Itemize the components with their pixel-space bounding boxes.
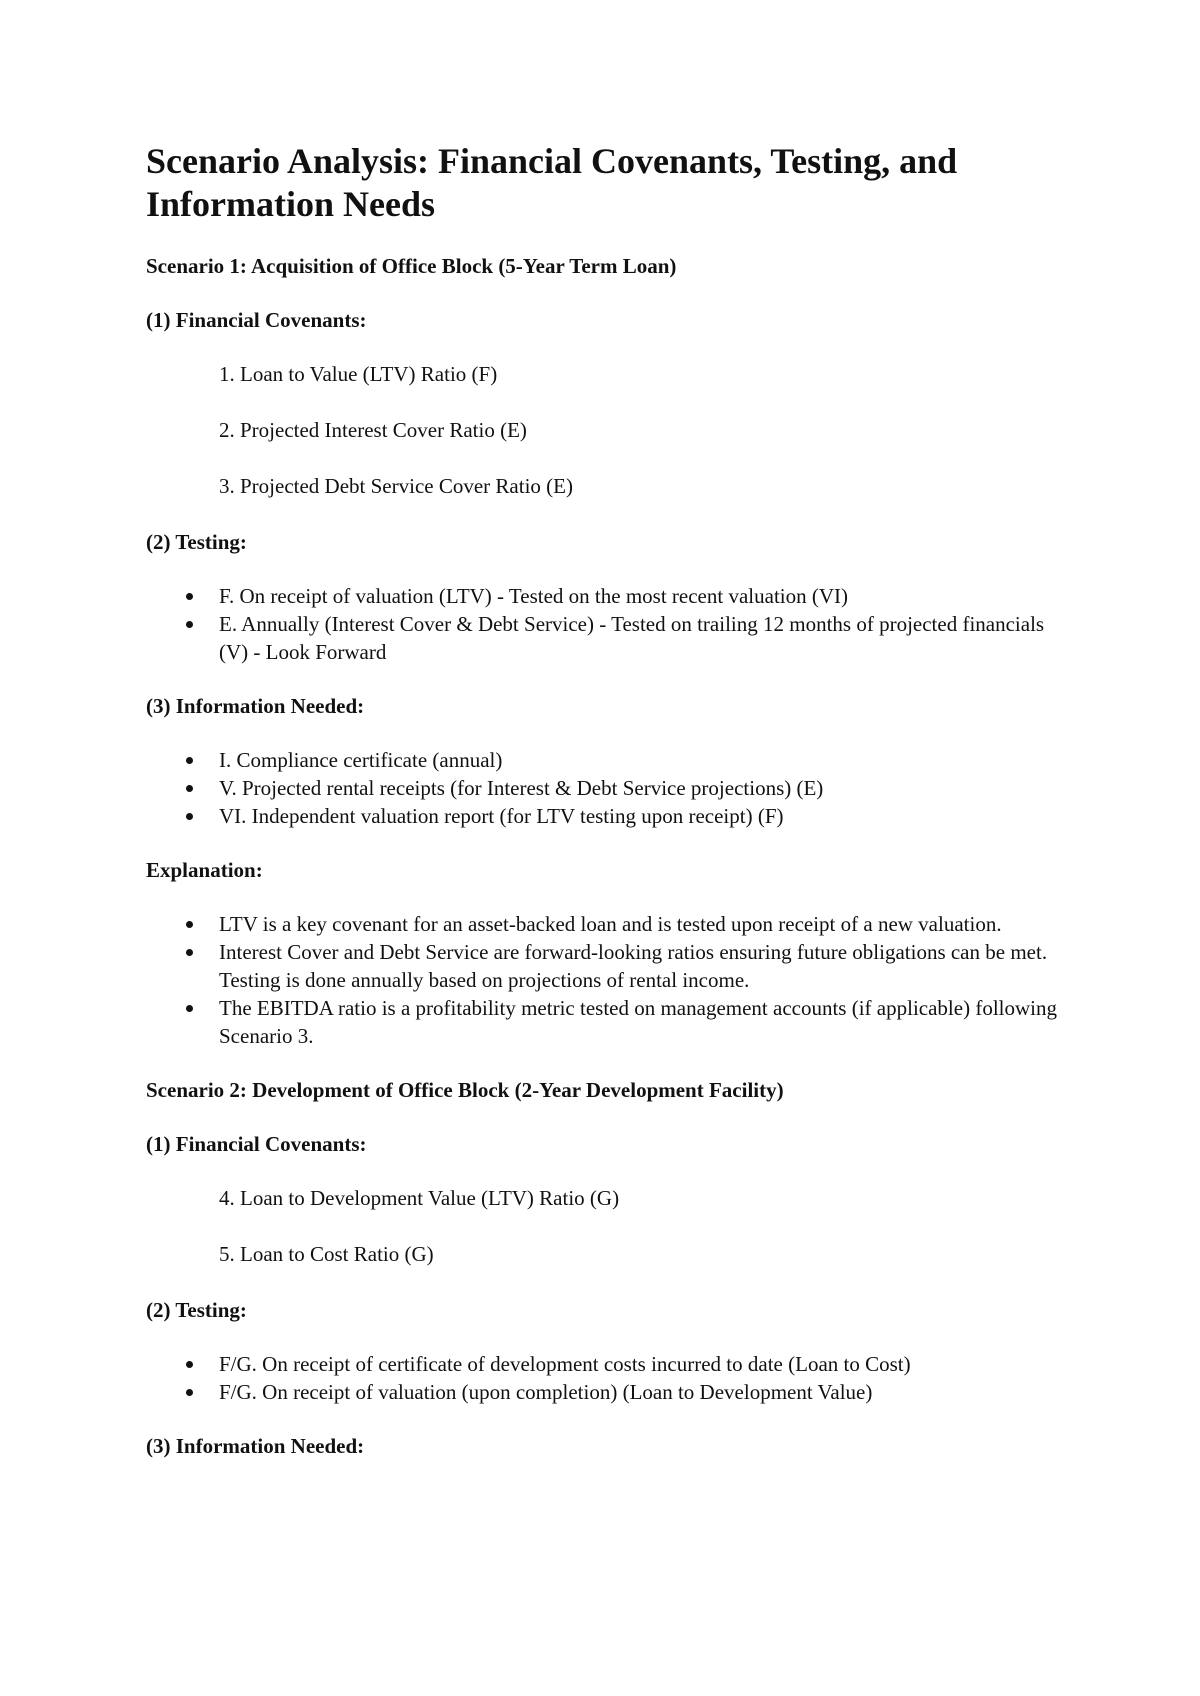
list-item-text: VI. Independent valuation report (for LTV testing upon receipt) (F) (219, 804, 784, 828)
list-item (146, 910, 1076, 938)
scenario-2-testing-heading: (2) Testing: (146, 1298, 247, 1322)
scenario-2-testing-list (146, 1350, 1076, 1406)
covenant-item: 4. Loan to Development Value (LTV) Ratio (G) (219, 1186, 620, 1210)
scenario-1-info-list (146, 746, 1076, 830)
list-item (146, 582, 1076, 610)
scenario-1-covenants-heading: (1) Financial Covenants: (146, 308, 367, 332)
list-item-text: V. Projected rental receipts (for Interest & Debt Service projections) (E) (219, 776, 824, 800)
list-item-text: F/G. On receipt of valuation (upon completion) (Loan to Development Value) (219, 1380, 873, 1404)
list-item (146, 802, 1076, 830)
bullet-icon (186, 921, 193, 928)
list-item (146, 938, 1076, 994)
list-item-text: F. On receipt of valuation (LTV) - Tested on the most recent valuation (VI) (219, 584, 849, 608)
bullet-icon (186, 757, 193, 764)
list-item (146, 774, 1076, 802)
bullet-icon (186, 593, 193, 600)
bullet-icon (186, 621, 193, 628)
list-item (146, 610, 1076, 666)
document-page (146, 140, 1076, 1486)
scenario-1-testing-heading: (2) Testing: (146, 530, 247, 554)
list-item-text: I. Compliance certificate (annual) (219, 748, 503, 772)
scenario-2-covenants-heading: (1) Financial Covenants: (146, 1132, 367, 1156)
bullet-icon (186, 1005, 193, 1012)
covenant-item: 5. Loan to Cost Ratio (G) (219, 1242, 434, 1266)
bullet-icon (186, 1389, 193, 1396)
scenario-1-info-heading: (3) Information Needed: (146, 694, 365, 718)
list-item-text: LTV is a key covenant for an asset-backed loan and is tested upon receipt of a new valuation. (219, 912, 1002, 936)
list-item-text: F/G. On receipt of certificate of development costs incurred to date (Loan to Cost) (219, 1352, 911, 1376)
covenant-item: 2. Projected Interest Cover Ratio (E) (219, 418, 527, 442)
scenario-1-heading: Scenario 1: Acquisition of Office Block (5-Year Term Loan) (146, 254, 677, 278)
covenant-item: 3. Projected Debt Service Cover Ratio (E) (219, 474, 573, 498)
list-item-text: The EBITDA ratio is a profitability metric tested on management accounts (if applicable) following Scenario 3. (219, 996, 1057, 1048)
covenant-item: 1. Loan to Value (LTV) Ratio (F) (219, 362, 498, 386)
list-item (146, 746, 1076, 774)
scenario-2-info-heading: (3) Information Needed: (146, 1434, 365, 1458)
bullet-icon (186, 1361, 193, 1368)
explanation-heading: Explanation: (146, 858, 263, 882)
list-item (146, 1378, 1076, 1406)
document-title: Scenario Analysis: Financial Covenants, Testing, and Information Needs (146, 141, 958, 224)
bullet-icon (186, 785, 193, 792)
list-item (146, 994, 1076, 1050)
scenario-2-heading: Scenario 2: Development of Office Block (2-Year Development Facility) (146, 1078, 784, 1102)
bullet-icon (186, 949, 193, 956)
scenario-1-testing-list (146, 582, 1076, 666)
bullet-icon (186, 813, 193, 820)
list-item-text: E. Annually (Interest Cover & Debt Service) - Tested on trailing 12 months of projected financials (V) - Look Forward (219, 612, 1045, 664)
list-item-text: Interest Cover and Debt Service are forward-looking ratios ensuring future obligations can be met. Testing is done annually based on projections of rental income. (219, 940, 1048, 992)
list-item (146, 1350, 1076, 1378)
explanation-list (146, 910, 1076, 1050)
